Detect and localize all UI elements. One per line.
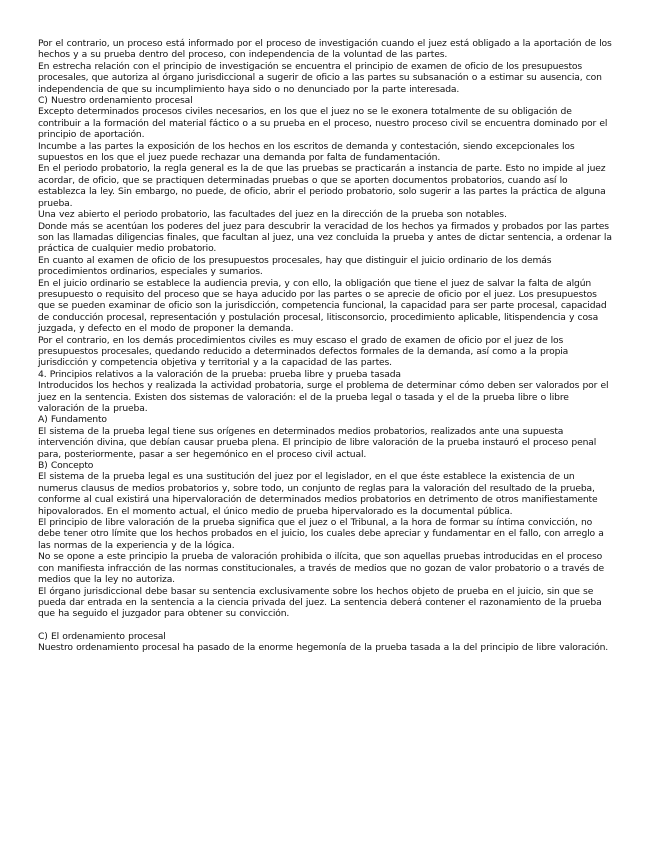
paragraph-principio-aportacion: Excepto determinados procesos civiles necesarios, en los que el juez no se le exonera totalmente de su obligación de contribuir a la formación del material fáctico o a su prueba en el proceso, nuestro proceso civil se encuentra dominado por el principio de aportación. (38, 106, 608, 141)
heading-el-ordenamiento: C) El ordenamiento procesal (38, 630, 166, 642)
paragraph-exposicion-hechos: Incumbe a las partes la exposición de los hechos en los escritos de demanda y contestación, siendo excepcionales los supuestos en los que el juez puede rechazar una demanda por falta de fundamentación. (38, 140, 575, 164)
paragraph-facultades-juez: Una vez abierto el periodo probatorio, las facultades del juez en la dirección de la prueba son notables. (38, 209, 507, 221)
heading-concepto: B) Concepto (38, 460, 94, 472)
document-body (38, 38, 616, 654)
paragraph-periodo-probatorio: En el periodo probatorio, la regla general es la de que las pruebas se practicarán a instancia de parte. Esto no impide al juez acordar, de oficio, que se practiquen determinadas pruebas o que se aporten documentos probatorios, cuando así lo establezca la ley. Sin embargo, no puede, de oficio, abrir el periodo probatorio, solo sugerir a las partes la práctica de alguna prueba. (38, 163, 606, 209)
paragraph-presupuestos-procesales: En cuanto al examen de oficio de los presupuestos procesales, hay que distinguir el juicio ordinario de los demás procedimientos ordinarios, especiales y sumarios. (38, 254, 552, 278)
paragraph-sistemas-valoracion: Introducidos los hechos y realizada la actividad probatoria, surge el problema de determinar cómo deben ser valorados por el juez en la sentencia. Existen dos sistemas de valoración: el de la prueba legal o tasada y el de la prueba libre o libre valoración de la prueba. (38, 380, 609, 414)
paragraph-demas-procedimientos: Por el contrario, en los demás procedimientos civiles es muy escaso el grado de examen de oficio por el juez de los presupuestos procesales, quedando reducido a determinados defectos formales de la demanda, así como a la propia jurisdicción y competencia objetiva y territorial y a la capacidad de las partes. (38, 334, 569, 369)
paragraph-prueba-legal: El sistema de la prueba legal es una sustitución del juez por el legislador, en el que éste establece la existencia de un numerus clausus de medios probatorios y, sobre todo, un conjunto de reglas para la valoración del resultado de la prueba, conforme al cual existirá una hipervaloración de determinados medios probatorios en detrimento de otros manifiestamente hipovalorados. En el momento actual, el único medio de prueba hipervalorado es la documental pública. (38, 471, 598, 517)
heading-nuestro-ordenamiento: C) Nuestro ordenamiento procesal (38, 95, 193, 107)
paragraph-examen-oficio: En estrecha relación con el principio de investigación se encuentra el principio de examen de oficio de los presupuestos procesales, que autoriza al órgano jurisdiccional a sugerir de oficio a las partes su subsanación o a estimar su ausencia, con independencia de que su incumplimiento haya sido o no denunciado por la parte interesada. (38, 60, 602, 95)
paragraph-juicio-ordinario: En el juicio ordinario se establece la audiencia previa, y con ello, la obligación que tiene el juez de salvar la falta de algún presupuesto o requisito del proceso que se haya aducido por las partes o se aprecie de oficio por el juez. Los presupuestos que se pueden examinar de oficio son la jurisdicción, competencia funcional, la capacidad para ser parte procesal, capacidad de conducción procesal, representación y postulación procesal, litisconsorcio, procedimiento aplicable, litispendencia y cosa juzgada, y defecto en el modo de proponer la demanda. (38, 277, 607, 335)
heading-principios-valoracion: 4. Principios relativos a la valoración de la prueba: prueba libre y prueba tasada (38, 368, 401, 380)
paragraph-prueba-prohibida: No se opone a este principio la prueba de valoración prohibida o ilícita, que son aquellas pruebas introducidas en el proceso con manifiesta infracción de las normas constitucionales, a través de medios que no gozan de valor probatorio o a través de medios que la ley no autoriza. (38, 551, 604, 586)
paragraph-aportacion-investigacion: Por el contrario, un proceso está informado por el proceso de investigación cuando el juez está obligado a la aportación de los hechos y a su prueba dentro del proceso, con independencia de la voluntad de las partes. (38, 38, 612, 61)
heading-fundamento: A) Fundamento (38, 414, 107, 426)
paragraph-organo-jurisdiccional: El órgano jurisdiccional debe basar su sentencia exclusivamente sobre los hechos objeto de prueba en el juicio, sin que se pueda dar entrada en la sentencia a la ciencia privada del juez. La sentencia deberá contener el razonamiento de la prueba que ha seguido el juzgador para obtener su convicción. (38, 585, 602, 620)
paragraph-diligencias-finales: Donde más se acentúan los poderes del juez para descubrir la veracidad de los hechos ya firmados y probados por las partes son las llamadas diligencias finales, que facultan al juez, una vez concluida la prueba y antes de dictar sentencia, a ordenar la práctica de cualquier medio probatorio. (38, 220, 612, 255)
paragraph-ordenamiento-final: Nuestro ordenamiento procesal ha pasado de la enorme hegemonía de la prueba tasada a la del principio de libre valoración. (38, 642, 609, 654)
paragraph-libre-valoracion: El principio de libre valoración de la prueba significa que el juez o el Tribunal, a la hora de formar su íntima convicción, no debe tener otro límite que los hechos probados en el juicio, los cuales debe apreciar y fundamentar en el fallo, con arreglo a las normas de la experiencia y de la lógica. (38, 517, 604, 551)
paragraph-fundamento: El sistema de la prueba legal tiene sus orígenes en determinados medios probatorios, realizados ante una supuesta intervención divina, que debían causar prueba plena. El principio de libre valoración de la prueba instauró el proceso penal para, posteriormente, pasar a ser hegemónico en el proceso civil actual. (38, 425, 597, 460)
